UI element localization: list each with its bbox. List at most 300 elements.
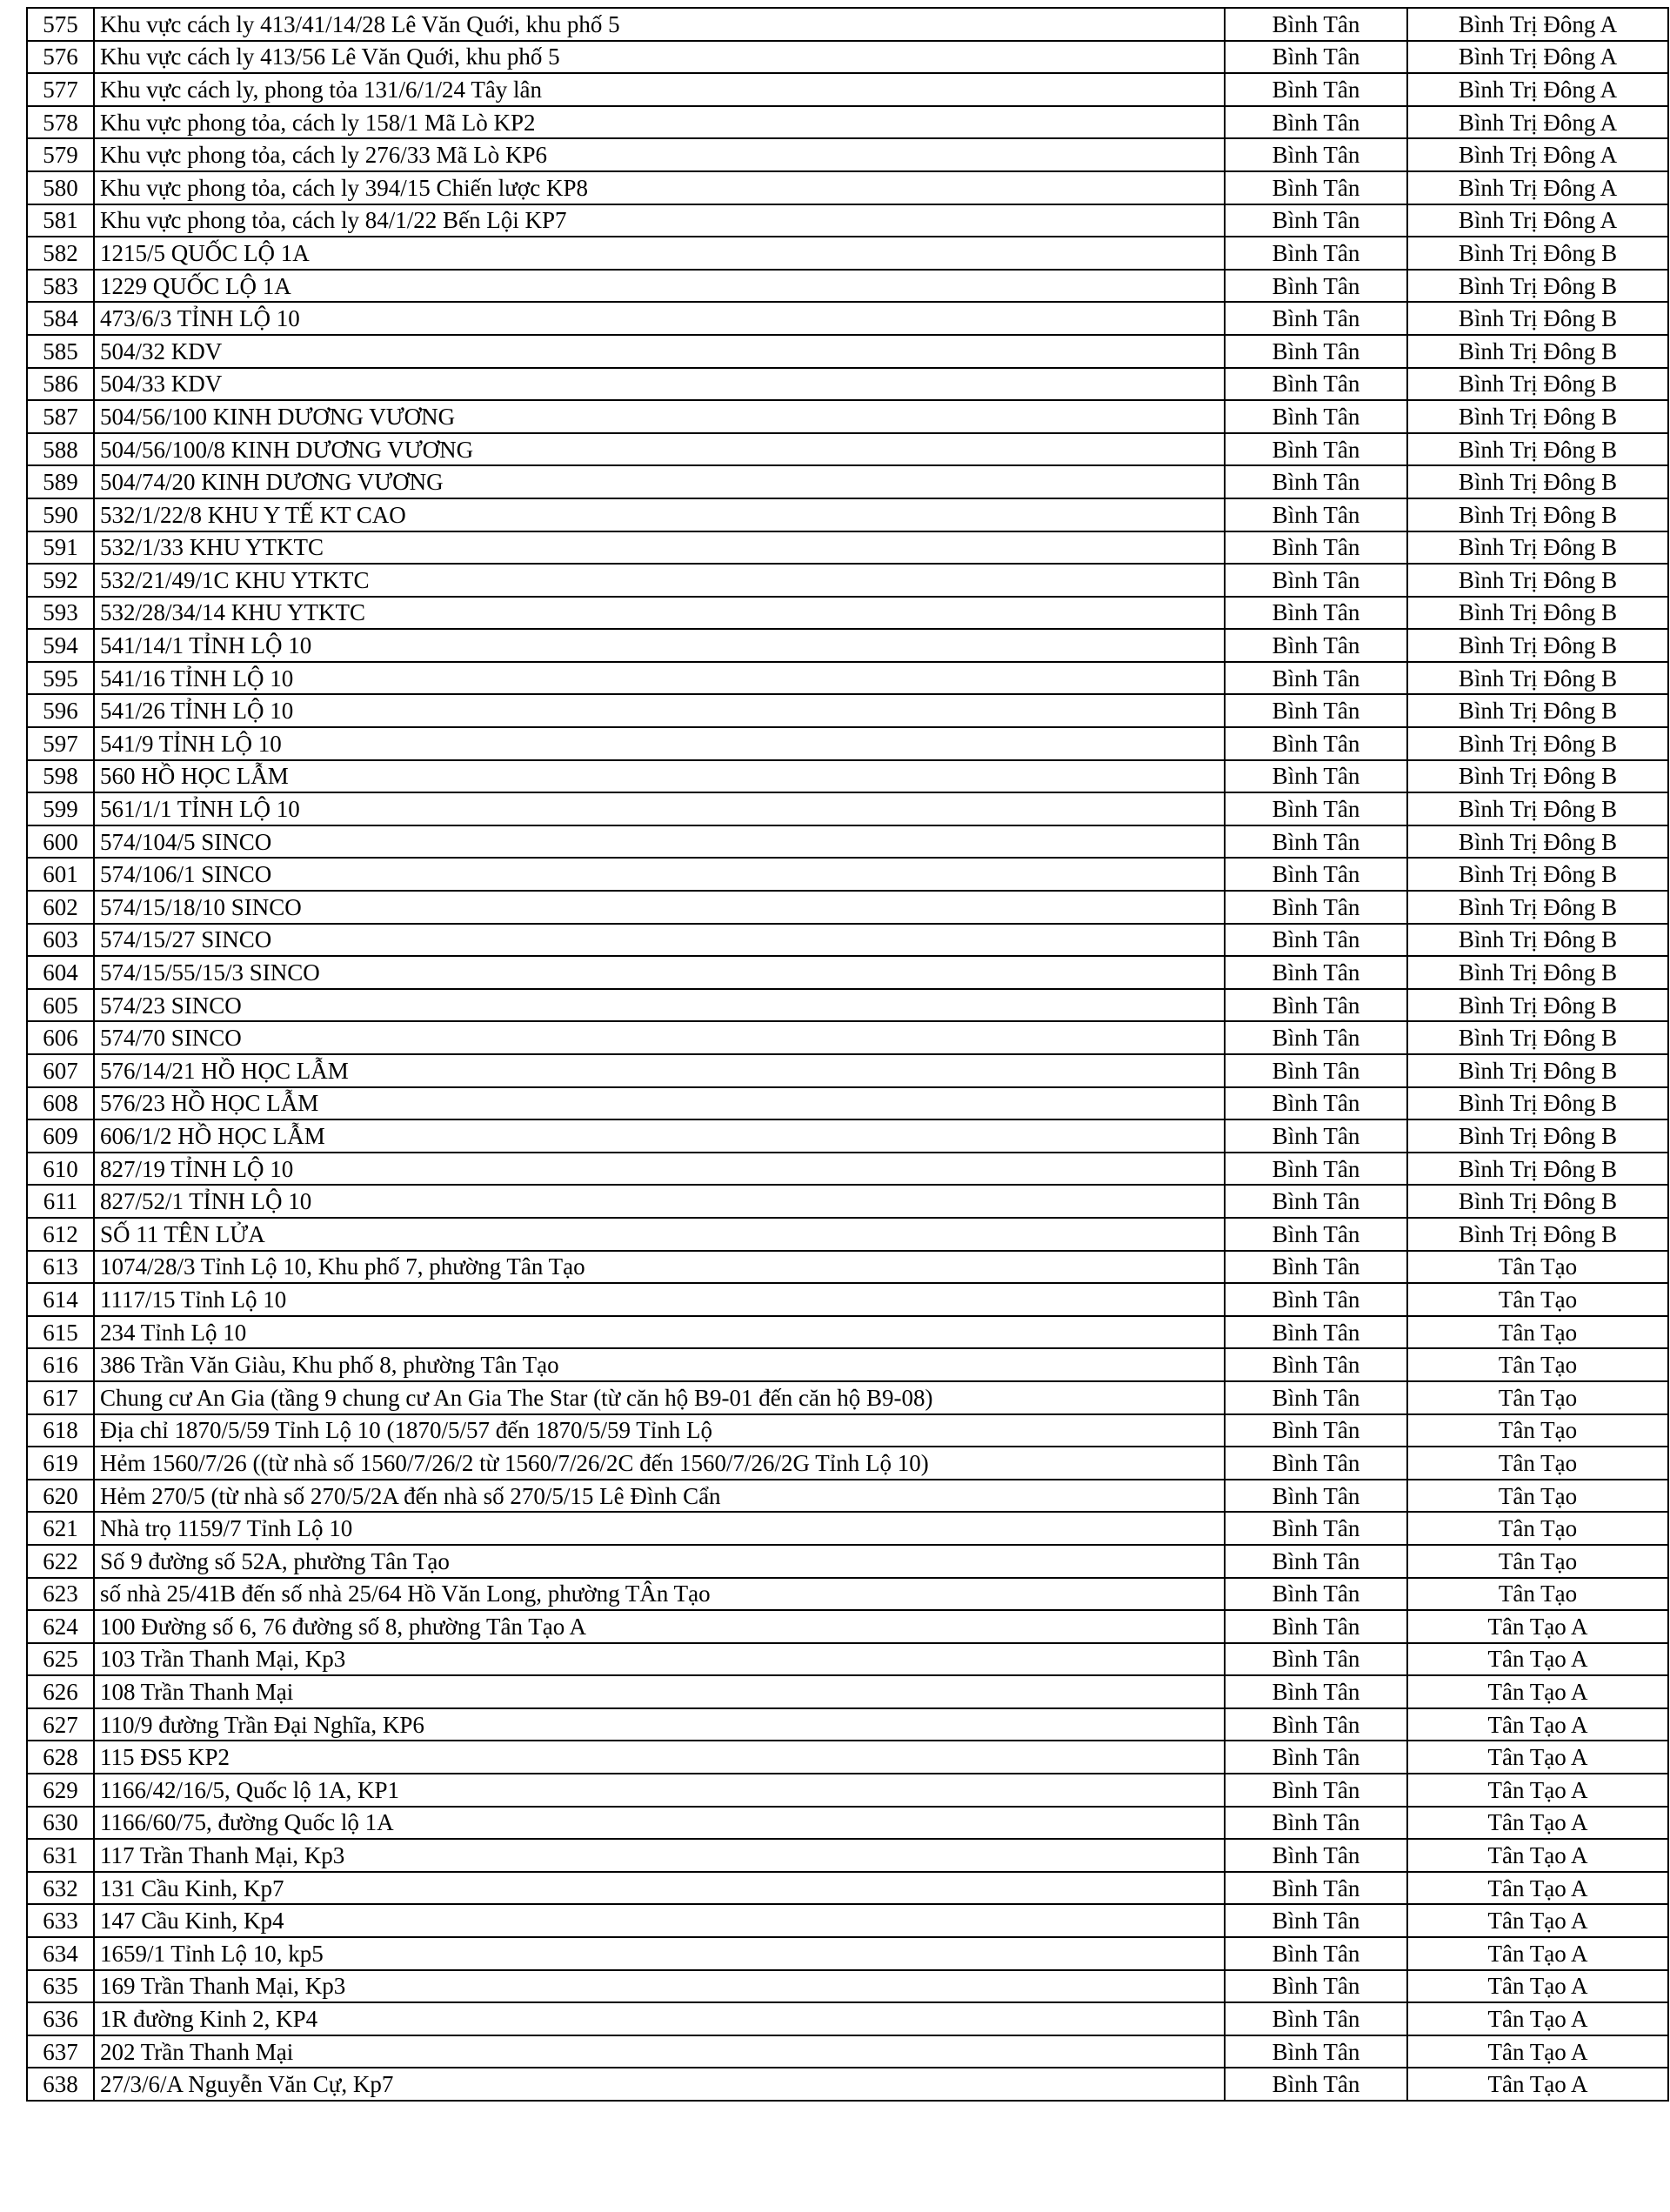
ward-cell: Tân Tạo A xyxy=(1407,1807,1668,1840)
address-cell: 574/104/5 SINCO xyxy=(94,825,1225,859)
row-number: 596 xyxy=(27,694,94,727)
row-number: 580 xyxy=(27,171,94,204)
district-cell: Bình Tân xyxy=(1225,2035,1407,2068)
ward-cell: Bình Trị Đông B xyxy=(1407,1185,1668,1218)
district-cell: Bình Tân xyxy=(1225,1512,1407,1545)
row-number: 616 xyxy=(27,1348,94,1381)
address-cell: 541/14/1 TỈNH LỘ 10 xyxy=(94,629,1225,662)
row-number: 630 xyxy=(27,1807,94,1840)
row-number: 601 xyxy=(27,858,94,891)
address-cell: 1074/28/3 Tỉnh Lộ 10, Khu phố 7, phường Tân Tạo xyxy=(94,1251,1225,1284)
row-number: 623 xyxy=(27,1578,94,1611)
district-cell: Bình Tân xyxy=(1225,1578,1407,1611)
address-cell: số nhà 25/41B đến số nhà 25/64 Hồ Văn Long, phường TÂn Tạo xyxy=(94,1578,1225,1611)
row-number: 587 xyxy=(27,400,94,433)
address-cell: 1R đường Kinh 2, KP4 xyxy=(94,2002,1225,2035)
district-cell: Bình Tân xyxy=(1225,1021,1407,1054)
address-list-sheet xyxy=(26,7,1667,2102)
district-cell: Bình Tân xyxy=(1225,171,1407,204)
district-cell: Bình Tân xyxy=(1225,1185,1407,1218)
district-cell: Bình Tân xyxy=(1225,1872,1407,1905)
row-number: 626 xyxy=(27,1675,94,1708)
table-row xyxy=(27,368,1668,401)
district-cell: Bình Tân xyxy=(1225,1480,1407,1513)
row-number: 606 xyxy=(27,1021,94,1054)
address-cell: 532/1/22/8 KHU Y TẾ KT CAO xyxy=(94,498,1225,531)
ward-cell: Bình Trị Đông B xyxy=(1407,891,1668,924)
row-number: 638 xyxy=(27,2068,94,2101)
ward-cell: Bình Trị Đông B xyxy=(1407,727,1668,760)
row-number: 610 xyxy=(27,1153,94,1186)
address-cell: Khu vực phong tỏa, cách ly 394/15 Chiến lược KP8 xyxy=(94,171,1225,204)
ward-cell: Bình Trị Đông B xyxy=(1407,368,1668,401)
address-cell: 576/23 HỒ HỌC LẪM xyxy=(94,1087,1225,1120)
table-row xyxy=(27,1774,1668,1807)
ward-cell: Tân Tạo A xyxy=(1407,1937,1668,1970)
row-number: 593 xyxy=(27,597,94,630)
table-row xyxy=(27,400,1668,433)
row-number: 579 xyxy=(27,138,94,171)
district-cell: Bình Tân xyxy=(1225,1970,1407,2003)
district-cell: Bình Tân xyxy=(1225,335,1407,368)
ward-cell: Bình Trị Đông B xyxy=(1407,270,1668,303)
table-row xyxy=(27,989,1668,1022)
address-cell: Địa chỉ 1870/5/59 Tỉnh Lộ 10 (1870/5/57 đến 1870/5/59 Tỉnh Lộ xyxy=(94,1414,1225,1447)
ward-cell: Tân Tạo A xyxy=(1407,1675,1668,1708)
district-cell: Bình Tân xyxy=(1225,1741,1407,1774)
table-row xyxy=(27,727,1668,760)
row-number: 607 xyxy=(27,1054,94,1087)
address-cell: 504/56/100 KINH DƯƠNG VƯƠNG xyxy=(94,400,1225,433)
district-cell: Bình Tân xyxy=(1225,1807,1407,1840)
district-cell: Bình Tân xyxy=(1225,1675,1407,1708)
table-row xyxy=(27,1316,1668,1349)
table-row xyxy=(27,1054,1668,1087)
table-row xyxy=(27,171,1668,204)
address-cell: 504/33 KDV xyxy=(94,368,1225,401)
district-cell: Bình Tân xyxy=(1225,1218,1407,1251)
ward-cell: Bình Trị Đông B xyxy=(1407,400,1668,433)
ward-cell: Bình Trị Đông B xyxy=(1407,531,1668,565)
district-cell: Bình Tân xyxy=(1225,433,1407,466)
address-table-body xyxy=(27,8,1668,2101)
ward-cell: Bình Trị Đông B xyxy=(1407,629,1668,662)
table-row xyxy=(27,1348,1668,1381)
district-cell: Bình Tân xyxy=(1225,694,1407,727)
row-number: 622 xyxy=(27,1545,94,1578)
table-row xyxy=(27,564,1668,597)
table-row xyxy=(27,302,1668,335)
table-row xyxy=(27,597,1668,630)
district-cell: Bình Tân xyxy=(1225,858,1407,891)
table-row xyxy=(27,1741,1668,1774)
row-number: 577 xyxy=(27,73,94,106)
ward-cell: Bình Trị Đông B xyxy=(1407,760,1668,793)
row-number: 617 xyxy=(27,1381,94,1414)
table-row xyxy=(27,1708,1668,1741)
address-cell: 473/6/3 TỈNH LỘ 10 xyxy=(94,302,1225,335)
address-cell: Số 9 đường số 52A, phường Tân Tạo xyxy=(94,1545,1225,1578)
table-row xyxy=(27,1119,1668,1153)
ward-cell: Tân Tạo A xyxy=(1407,2035,1668,2068)
address-cell: 504/32 KDV xyxy=(94,335,1225,368)
table-row xyxy=(27,465,1668,498)
table-row xyxy=(27,1578,1668,1611)
row-number: 618 xyxy=(27,1414,94,1447)
table-row xyxy=(27,1545,1668,1578)
address-cell: 574/15/27 SINCO xyxy=(94,924,1225,957)
ward-cell: Tân Tạo A xyxy=(1407,1872,1668,1905)
address-cell: 574/15/55/15/3 SINCO xyxy=(94,956,1225,989)
table-row xyxy=(27,1872,1668,1905)
row-number: 609 xyxy=(27,1119,94,1153)
table-row xyxy=(27,1218,1668,1251)
table-row xyxy=(27,1839,1668,1872)
district-cell: Bình Tân xyxy=(1225,1381,1407,1414)
row-number: 594 xyxy=(27,629,94,662)
district-cell: Bình Tân xyxy=(1225,1643,1407,1676)
district-cell: Bình Tân xyxy=(1225,302,1407,335)
address-cell: 131 Cầu Kinh, Kp7 xyxy=(94,1872,1225,1905)
district-cell: Bình Tân xyxy=(1225,2068,1407,2101)
district-cell: Bình Tân xyxy=(1225,760,1407,793)
table-row xyxy=(27,662,1668,695)
table-row xyxy=(27,1447,1668,1480)
table-row xyxy=(27,1675,1668,1708)
district-cell: Bình Tân xyxy=(1225,597,1407,630)
address-cell: 147 Cầu Kinh, Kp4 xyxy=(94,1904,1225,1937)
row-number: 611 xyxy=(27,1185,94,1218)
row-number: 615 xyxy=(27,1316,94,1349)
row-number: 637 xyxy=(27,2035,94,2068)
row-number: 583 xyxy=(27,270,94,303)
address-cell: 103 Trần Thanh Mại, Kp3 xyxy=(94,1643,1225,1676)
table-row xyxy=(27,825,1668,859)
ward-cell: Bình Trị Đông A xyxy=(1407,41,1668,74)
address-cell: 115 ĐS5 KP2 xyxy=(94,1741,1225,1774)
address-cell: 117 Trần Thanh Mại, Kp3 xyxy=(94,1839,1225,1872)
district-cell: Bình Tân xyxy=(1225,8,1407,41)
table-row xyxy=(27,924,1668,957)
ward-cell: Bình Trị Đông B xyxy=(1407,1021,1668,1054)
district-cell: Bình Tân xyxy=(1225,891,1407,924)
district-cell: Bình Tân xyxy=(1225,1251,1407,1284)
address-cell: 561/1/1 TỈNH LỘ 10 xyxy=(94,792,1225,825)
row-number: 608 xyxy=(27,1087,94,1120)
ward-cell: Bình Trị Đông B xyxy=(1407,694,1668,727)
district-cell: Bình Tân xyxy=(1225,1447,1407,1480)
table-row xyxy=(27,531,1668,565)
row-number: 592 xyxy=(27,564,94,597)
row-number: 599 xyxy=(27,792,94,825)
address-cell: Khu vực phong tỏa, cách ly 158/1 Mã Lò KP2 xyxy=(94,106,1225,139)
address-cell: Nhà trọ 1159/7 Tỉnh Lộ 10 xyxy=(94,1512,1225,1545)
address-cell: 532/28/34/14 KHU YTKTC xyxy=(94,597,1225,630)
ward-cell: Tân Tạo xyxy=(1407,1283,1668,1316)
ward-cell: Tân Tạo xyxy=(1407,1316,1668,1349)
district-cell: Bình Tân xyxy=(1225,73,1407,106)
ward-cell: Tân Tạo A xyxy=(1407,1839,1668,1872)
table-row xyxy=(27,1937,1668,1970)
address-cell: 169 Trần Thanh Mại, Kp3 xyxy=(94,1970,1225,2003)
table-row xyxy=(27,1087,1668,1120)
ward-cell: Bình Trị Đông A xyxy=(1407,106,1668,139)
row-number: 634 xyxy=(27,1937,94,1970)
table-row xyxy=(27,891,1668,924)
address-cell: Hẻm 1560/7/26 ((từ nhà số 1560/7/26/2 từ 1560/7/26/2C đến 1560/7/26/2G Tỉnh Lộ 10) xyxy=(94,1447,1225,1480)
ward-cell: Bình Trị Đông B xyxy=(1407,1087,1668,1120)
address-cell: 541/26 TỈNH LỘ 10 xyxy=(94,694,1225,727)
address-cell: 108 Trần Thanh Mại xyxy=(94,1675,1225,1708)
address-cell: 576/14/21 HỒ HỌC LẪM xyxy=(94,1054,1225,1087)
address-cell: Khu vực phong tỏa, cách ly 84/1/22 Bến Lội KP7 xyxy=(94,204,1225,237)
district-cell: Bình Tân xyxy=(1225,1774,1407,1807)
row-number: 605 xyxy=(27,989,94,1022)
address-cell: Chung cư An Gia (tầng 9 chung cư An Gia The Star (từ căn hộ B9-01 đến căn hộ B9-08) xyxy=(94,1381,1225,1414)
ward-cell: Bình Trị Đông B xyxy=(1407,1054,1668,1087)
table-row xyxy=(27,1021,1668,1054)
table-row xyxy=(27,1610,1668,1643)
row-number: 598 xyxy=(27,760,94,793)
row-number: 591 xyxy=(27,531,94,565)
ward-cell: Bình Trị Đông B xyxy=(1407,237,1668,270)
ward-cell: Bình Trị Đông B xyxy=(1407,302,1668,335)
ward-cell: Bình Trị Đông A xyxy=(1407,138,1668,171)
address-cell: 827/19 TỈNH LỘ 10 xyxy=(94,1153,1225,1186)
district-cell: Bình Tân xyxy=(1225,1545,1407,1578)
ward-cell: Tân Tạo A xyxy=(1407,1970,1668,2003)
table-row xyxy=(27,73,1668,106)
table-row xyxy=(27,498,1668,531)
address-cell: 560 HỒ HỌC LẪM xyxy=(94,760,1225,793)
table-row xyxy=(27,138,1668,171)
district-cell: Bình Tân xyxy=(1225,564,1407,597)
table-row xyxy=(27,8,1668,41)
address-cell: 1117/15 Tỉnh Lộ 10 xyxy=(94,1283,1225,1316)
row-number: 614 xyxy=(27,1283,94,1316)
address-cell: 574/15/18/10 SINCO xyxy=(94,891,1225,924)
district-cell: Bình Tân xyxy=(1225,270,1407,303)
row-number: 627 xyxy=(27,1708,94,1741)
district-cell: Bình Tân xyxy=(1225,662,1407,695)
district-cell: Bình Tân xyxy=(1225,138,1407,171)
ward-cell: Tân Tạo A xyxy=(1407,1774,1668,1807)
table-row xyxy=(27,1904,1668,1937)
ward-cell: Bình Trị Đông A xyxy=(1407,8,1668,41)
address-cell: 574/70 SINCO xyxy=(94,1021,1225,1054)
table-row xyxy=(27,106,1668,139)
ward-cell: Tân Tạo xyxy=(1407,1447,1668,1480)
table-row xyxy=(27,760,1668,793)
address-cell: Khu vực phong tỏa, cách ly 276/33 Mã Lò KP6 xyxy=(94,138,1225,171)
ward-cell: Tân Tạo A xyxy=(1407,1708,1668,1741)
district-cell: Bình Tân xyxy=(1225,465,1407,498)
ward-cell: Bình Trị Đông A xyxy=(1407,73,1668,106)
row-number: 589 xyxy=(27,465,94,498)
address-cell: 27/3/6/A Nguyễn Văn Cự, Kp7 xyxy=(94,2068,1225,2101)
table-row xyxy=(27,1251,1668,1284)
address-cell: 100 Đường số 6, 76 đường số 8, phường Tân Tạo A xyxy=(94,1610,1225,1643)
address-cell: 110/9 đường Trần Đại Nghĩa, KP6 xyxy=(94,1708,1225,1741)
ward-cell: Bình Trị Đông B xyxy=(1407,956,1668,989)
address-cell: Khu vực cách ly 413/56 Lê Văn Quới, khu phố 5 xyxy=(94,41,1225,74)
row-number: 585 xyxy=(27,335,94,368)
district-cell: Bình Tân xyxy=(1225,1904,1407,1937)
district-cell: Bình Tân xyxy=(1225,1054,1407,1087)
district-cell: Bình Tân xyxy=(1225,400,1407,433)
row-number: 628 xyxy=(27,1741,94,1774)
row-number: 604 xyxy=(27,956,94,989)
ward-cell: Bình Trị Đông B xyxy=(1407,335,1668,368)
row-number: 633 xyxy=(27,1904,94,1937)
address-cell: 504/74/20 KINH DƯƠNG VƯƠNG xyxy=(94,465,1225,498)
address-cell: 1659/1 Tỉnh Lộ 10, kp5 xyxy=(94,1937,1225,1970)
district-cell: Bình Tân xyxy=(1225,498,1407,531)
address-cell: 1215/5 QUỐC LỘ 1A xyxy=(94,237,1225,270)
ward-cell: Tân Tạo A xyxy=(1407,1643,1668,1676)
address-cell: 1166/60/75, đường Quốc lộ 1A xyxy=(94,1807,1225,1840)
row-number: 619 xyxy=(27,1447,94,1480)
ward-cell: Bình Trị Đông A xyxy=(1407,171,1668,204)
address-cell: 202 Trần Thanh Mại xyxy=(94,2035,1225,2068)
row-number: 602 xyxy=(27,891,94,924)
district-cell: Bình Tân xyxy=(1225,1348,1407,1381)
table-row xyxy=(27,2035,1668,2068)
district-cell: Bình Tân xyxy=(1225,1708,1407,1741)
table-row xyxy=(27,433,1668,466)
address-cell: 234 Tỉnh Lộ 10 xyxy=(94,1316,1225,1349)
address-cell: 1229 QUỐC LỘ 1A xyxy=(94,270,1225,303)
district-cell: Bình Tân xyxy=(1225,1153,1407,1186)
table-row xyxy=(27,694,1668,727)
table-row xyxy=(27,1153,1668,1186)
address-cell: 574/106/1 SINCO xyxy=(94,858,1225,891)
table-row xyxy=(27,858,1668,891)
district-cell: Bình Tân xyxy=(1225,989,1407,1022)
district-cell: Bình Tân xyxy=(1225,1839,1407,1872)
ward-cell: Tân Tạo A xyxy=(1407,1904,1668,1937)
row-number: 613 xyxy=(27,1251,94,1284)
district-cell: Bình Tân xyxy=(1225,727,1407,760)
table-row xyxy=(27,237,1668,270)
address-cell: 1166/42/16/5, Quốc lộ 1A, KP1 xyxy=(94,1774,1225,1807)
address-cell: 606/1/2 HỒ HỌC LẪM xyxy=(94,1119,1225,1153)
row-number: 635 xyxy=(27,1970,94,2003)
ward-cell: Tân Tạo xyxy=(1407,1578,1668,1611)
table-row xyxy=(27,1414,1668,1447)
table-row xyxy=(27,335,1668,368)
row-number: 586 xyxy=(27,368,94,401)
district-cell: Bình Tân xyxy=(1225,1316,1407,1349)
row-number: 632 xyxy=(27,1872,94,1905)
ward-cell: Tân Tạo xyxy=(1407,1512,1668,1545)
ward-cell: Bình Trị Đông B xyxy=(1407,1218,1668,1251)
district-cell: Bình Tân xyxy=(1225,1087,1407,1120)
ward-cell: Tân Tạo xyxy=(1407,1251,1668,1284)
district-cell: Bình Tân xyxy=(1225,924,1407,957)
row-number: 582 xyxy=(27,237,94,270)
ward-cell: Bình Trị Đông B xyxy=(1407,498,1668,531)
ward-cell: Tân Tạo A xyxy=(1407,2068,1668,2101)
row-number: 581 xyxy=(27,204,94,237)
table-row xyxy=(27,956,1668,989)
table-row xyxy=(27,1480,1668,1513)
ward-cell: Bình Trị Đông B xyxy=(1407,433,1668,466)
district-cell: Bình Tân xyxy=(1225,41,1407,74)
table-row xyxy=(27,1807,1668,1840)
district-cell: Bình Tân xyxy=(1225,825,1407,859)
address-cell: 574/23 SINCO xyxy=(94,989,1225,1022)
ward-cell: Bình Trị Đông B xyxy=(1407,1153,1668,1186)
row-number: 595 xyxy=(27,662,94,695)
ward-cell: Tân Tạo A xyxy=(1407,1741,1668,1774)
row-number: 603 xyxy=(27,924,94,957)
table-row xyxy=(27,1643,1668,1676)
address-cell: Hẻm 270/5 (từ nhà số 270/5/2A đến nhà số 270/5/15 Lê Đình Cẩn xyxy=(94,1480,1225,1513)
table-row xyxy=(27,1185,1668,1218)
row-number: 575 xyxy=(27,8,94,41)
row-number: 621 xyxy=(27,1512,94,1545)
address-cell: 532/1/33 KHU YTKTC xyxy=(94,531,1225,565)
address-cell: 386 Trần Văn Giàu, Khu phố 8, phường Tân Tạo xyxy=(94,1348,1225,1381)
table-row xyxy=(27,270,1668,303)
ward-cell: Bình Trị Đông A xyxy=(1407,204,1668,237)
ward-cell: Bình Trị Đông B xyxy=(1407,989,1668,1022)
table-row xyxy=(27,1381,1668,1414)
ward-cell: Bình Trị Đông B xyxy=(1407,792,1668,825)
table-row xyxy=(27,41,1668,74)
address-cell: 504/56/100/8 KINH DƯƠNG VƯƠNG xyxy=(94,433,1225,466)
district-cell: Bình Tân xyxy=(1225,1937,1407,1970)
row-number: 576 xyxy=(27,41,94,74)
row-number: 597 xyxy=(27,727,94,760)
ward-cell: Tân Tạo A xyxy=(1407,1610,1668,1643)
ward-cell: Bình Trị Đông B xyxy=(1407,858,1668,891)
row-number: 584 xyxy=(27,302,94,335)
district-cell: Bình Tân xyxy=(1225,204,1407,237)
row-number: 631 xyxy=(27,1839,94,1872)
address-cell: Khu vực cách ly 413/41/14/28 Lê Văn Quới, khu phố 5 xyxy=(94,8,1225,41)
ward-cell: Tân Tạo xyxy=(1407,1348,1668,1381)
district-cell: Bình Tân xyxy=(1225,531,1407,565)
district-cell: Bình Tân xyxy=(1225,1414,1407,1447)
ward-cell: Bình Trị Đông B xyxy=(1407,825,1668,859)
ward-cell: Tân Tạo xyxy=(1407,1480,1668,1513)
ward-cell: Bình Trị Đông B xyxy=(1407,564,1668,597)
address-cell: 541/16 TỈNH LỘ 10 xyxy=(94,662,1225,695)
row-number: 620 xyxy=(27,1480,94,1513)
row-number: 588 xyxy=(27,433,94,466)
ward-cell: Tân Tạo A xyxy=(1407,2002,1668,2035)
table-row xyxy=(27,792,1668,825)
table-row xyxy=(27,1512,1668,1545)
ward-cell: Bình Trị Đông B xyxy=(1407,465,1668,498)
table-row xyxy=(27,629,1668,662)
row-number: 578 xyxy=(27,106,94,139)
address-cell: 827/52/1 TỈNH LỘ 10 xyxy=(94,1185,1225,1218)
address-cell: 541/9 TỈNH LỘ 10 xyxy=(94,727,1225,760)
district-cell: Bình Tân xyxy=(1225,1119,1407,1153)
district-cell: Bình Tân xyxy=(1225,2002,1407,2035)
ward-cell: Bình Trị Đông B xyxy=(1407,924,1668,957)
table-row xyxy=(27,1970,1668,2003)
district-cell: Bình Tân xyxy=(1225,792,1407,825)
ward-cell: Bình Trị Đông B xyxy=(1407,1119,1668,1153)
ward-cell: Bình Trị Đông B xyxy=(1407,597,1668,630)
row-number: 612 xyxy=(27,1218,94,1251)
ward-cell: Tân Tạo xyxy=(1407,1545,1668,1578)
row-number: 590 xyxy=(27,498,94,531)
